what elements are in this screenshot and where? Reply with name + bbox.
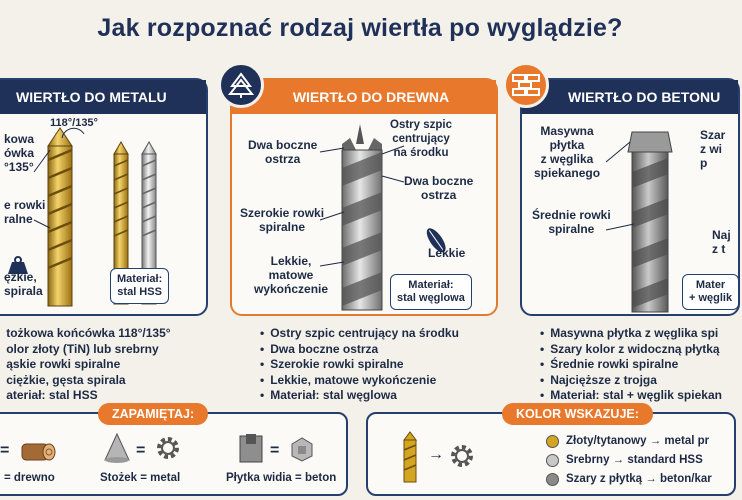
wood-features-list bbox=[260, 326, 459, 404]
cone-icon bbox=[102, 432, 132, 464]
wood-light-label: Lekkie bbox=[428, 246, 466, 260]
remember-metal: Stożek = metal bbox=[100, 472, 181, 484]
concrete-panel-header: WIERTŁO DO BETONU bbox=[522, 80, 738, 114]
gray-dot bbox=[546, 473, 559, 486]
color-guide-header: KOLOR WSKAZUJE: bbox=[502, 403, 653, 425]
color-legend bbox=[546, 432, 712, 489]
concrete-side-label-2: Naj z t bbox=[712, 228, 731, 256]
metal-grooves-label: e rowki ralne bbox=[4, 198, 46, 226]
list-item: • ąskie rowki spiralne bbox=[0, 357, 171, 373]
list-item: • Materiał: stal węglowa bbox=[260, 388, 459, 404]
list-item: • Szerokie rowki spiralne bbox=[260, 357, 459, 373]
wood-finish-label: Lekkie, matowe wykończenie bbox=[254, 254, 329, 296]
gear-icon bbox=[448, 442, 476, 470]
legend-item-silver: Srebrny → standard HSS bbox=[546, 451, 712, 470]
remember-box bbox=[0, 407, 348, 496]
gear-icon bbox=[154, 434, 182, 462]
wood-cutters-right-label: Dwa boczne ostrza bbox=[404, 174, 474, 202]
list-item: • ateriał: stal HSS bbox=[0, 388, 171, 404]
list-item: • ciężkie, gęsta spirala bbox=[0, 373, 171, 389]
wood-drill-panel bbox=[230, 78, 498, 316]
wood-grooves-label: Szerokie rowki spiralne bbox=[240, 206, 325, 234]
remember-wood: = drewno bbox=[4, 472, 55, 484]
arrow-icon: → bbox=[428, 446, 444, 463]
remember-concrete: Płytka widia = beton bbox=[226, 472, 337, 484]
legend-item-gray: Szary z płytką → beton/kar bbox=[546, 470, 712, 489]
equals-sign: = bbox=[136, 442, 146, 459]
list-item: • Średnie rowki spiralne bbox=[540, 357, 722, 373]
wood-panel-header: WIERTŁO DO DREWNA bbox=[232, 80, 496, 114]
metal-angle-label: 118°/135° bbox=[50, 117, 98, 129]
gold-dot bbox=[546, 435, 559, 448]
list-item: • Masywna płytka z węglika spi bbox=[540, 326, 722, 342]
concrete-plate-label: Masywna płytka z węglika spiekanego bbox=[534, 124, 601, 180]
wood-cutters-label: Dwa boczne ostrza bbox=[248, 138, 318, 166]
concrete-drill-panel bbox=[520, 78, 740, 316]
concrete-block-icon bbox=[288, 434, 316, 462]
silver-dot bbox=[546, 454, 559, 467]
metal-material-box: Materiał: stal HSS bbox=[110, 268, 169, 304]
list-item: • Lekkie, matowe wykończenie bbox=[260, 373, 459, 389]
equals-sign: = bbox=[0, 442, 10, 459]
metal-features-list bbox=[0, 326, 171, 404]
metal-tip-label: kowa ówka °135° bbox=[4, 132, 35, 174]
color-guide-box bbox=[366, 407, 736, 496]
list-item: • tożkowa końcówka 118°/135° bbox=[0, 326, 171, 342]
concrete-side-label-1: Szar z wi p bbox=[700, 128, 726, 170]
wood-material-box: Materiał: stal węglowa bbox=[390, 274, 472, 310]
list-item: • Szary kolor z widoczną płytką bbox=[540, 342, 722, 358]
metal-panel-header: WIERTŁO DO METALU bbox=[0, 80, 206, 114]
list-item: • Materiał: stal + węglik spiekan bbox=[540, 388, 722, 404]
list-item: • Ostry szpic centrujący na środku bbox=[260, 326, 459, 342]
list-item: • Dwa boczne ostrza bbox=[260, 342, 459, 358]
metal-spiral-label: ężkie, spirala bbox=[4, 270, 43, 298]
wood-spur-label: Ostry szpic centrujący na środku bbox=[390, 119, 452, 159]
equals-sign: = bbox=[270, 442, 280, 459]
list-item: • olor złoty (TiN) lub srebrny bbox=[0, 342, 171, 358]
carbide-tip-icon bbox=[236, 432, 266, 464]
brick-icon bbox=[503, 62, 549, 108]
legend-item-gold: Złoty/tytanowy → metal pr bbox=[546, 432, 712, 451]
concrete-features-list bbox=[540, 326, 722, 404]
metal-drill-panel bbox=[0, 78, 208, 316]
concrete-grooves-label: Średnie rowki spiralne bbox=[532, 208, 611, 236]
remember-header: ZAPAMIĘTAJ: bbox=[98, 403, 208, 425]
log-icon bbox=[20, 436, 58, 466]
tree-icon bbox=[218, 62, 264, 108]
list-item: • Najcięższe z trojga bbox=[540, 373, 722, 389]
concrete-material-box: Mater + węglik bbox=[682, 274, 739, 310]
page-title: Jak rozpoznać rodzaj wiertła po wyglądzie? bbox=[97, 14, 623, 42]
gold-drill-icon bbox=[398, 430, 422, 486]
